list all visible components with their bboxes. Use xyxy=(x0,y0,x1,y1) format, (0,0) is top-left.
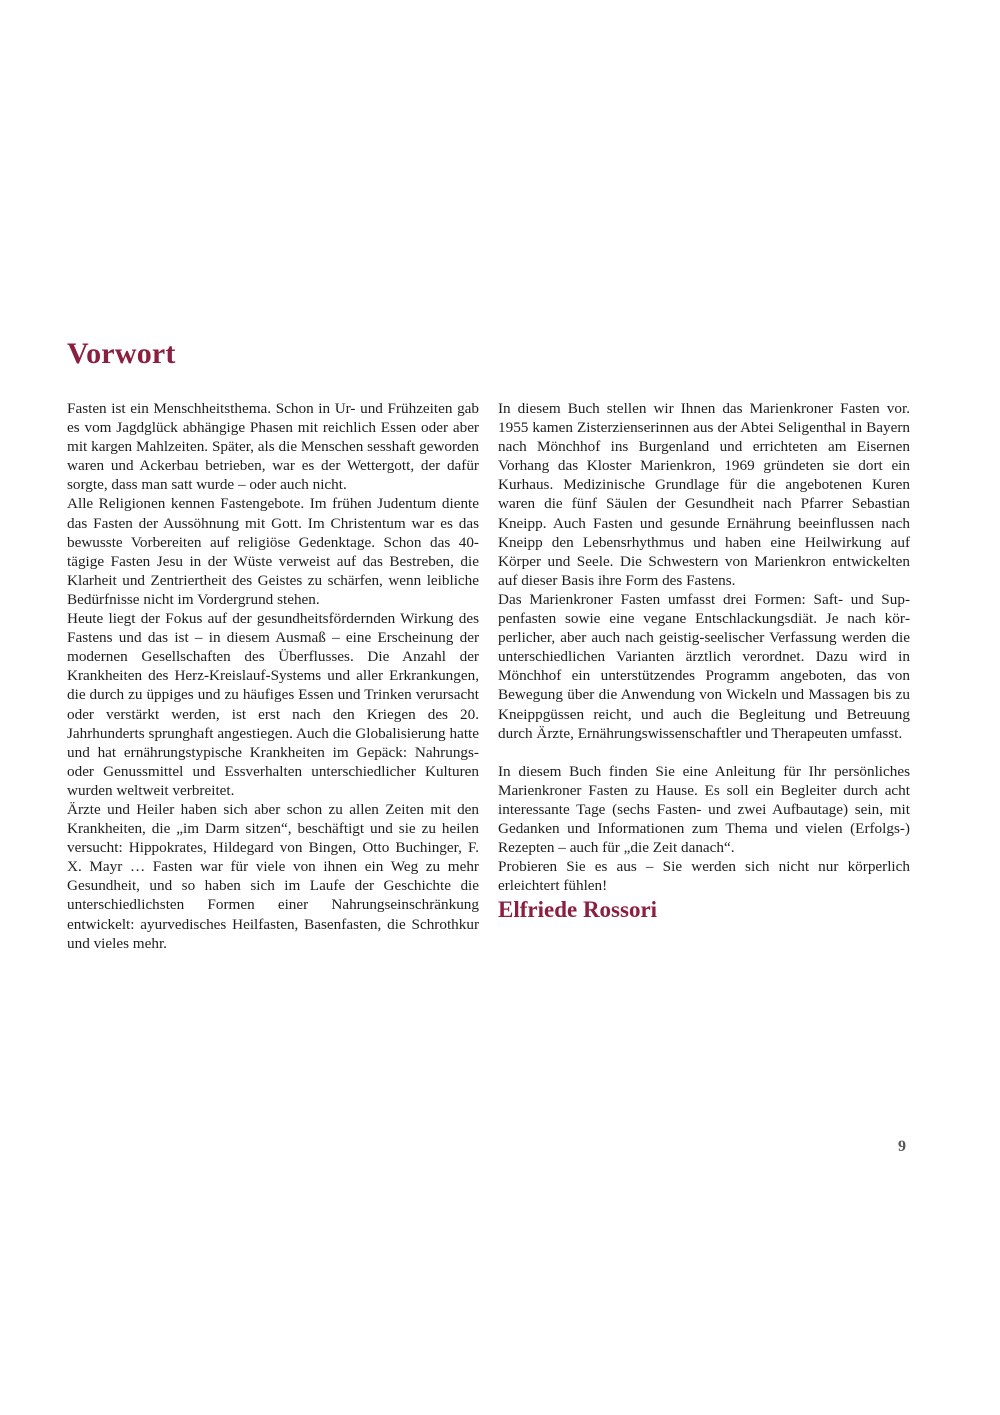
paragraph-closing: Probieren Sie es aus – Sie werden sich nicht nur körperlich erleichtert fühlen! xyxy=(498,858,910,895)
paragraph-fasting-history: Fasten ist ein Menschheitsthema. Schon in Ur- und Frühzeiten gab es vom Jagdglück abhängige Phasen mit reichlich Essen oder aber mit kargen Mahlzeiten. Später, als die Menschen sesshaft geworden waren und Ackerbau betrieben, war es der Wettergott, der dafür sorgte, dass man satt wurde – oder auch nicht. xyxy=(67,400,479,494)
paragraph-fasting-forms: Das Marienkroner Fasten umfasst drei Formen: Saft- und Suppenfasten sowie eine vegane Entschlackungsdiät. Je nach körperlicher, aber auch nach geistig-seelischer Verfassung werden die unterschiedlichen Varianten ärztlich verordnet. Dazu wird in Mönchhof ein unterstützendes Programm angeboten, das von Bewegung über die Anwendung von Wickeln und Massagen bis zu Kneippgüssen reicht, und auch die Begleitung und Betreuung durch Ärzte, Ernährungswissenschaftler und Therapeuten umfasst. xyxy=(498,590,910,742)
paragraph-religions: Alle Religionen kennen Fastengebote. Im frühen Judentum diente das Fasten der Aussöhnung mit Gott. Im Christentum war es das bewusste Vorbereiten auf religiöse Gedenktage. Schon das 40-tägige Fasten Jesu in der Wüste verweist auf das Bestreben, die Klarheit und Zentriertheit des Geistes zu schärfen, wenn leibliche Bedürfnisse nicht im Vordergrund stehen. xyxy=(67,495,479,608)
page-title: Vorwort xyxy=(67,337,176,370)
paragraph-book-guide: In diesem Buch finden Sie eine Anleitung für Ihr persönliches Marienkroner Fasten zu Hause. Es soll ein Begleiter durch acht interessante Tage (sechs Fasten- und zwei Aufbautage) sein, mit Gedanken und Informationen zum Thema und vielen (Erfolgs-) Rezepten – auch für „die Zeit danach“. xyxy=(498,762,910,857)
paragraph-marienkron-history: In diesem Buch stellen wir Ihnen das Marienkroner Fasten vor. 1955 kamen Zisterzienserinnen aus der Abtei Seligenthal in Bayern nach Mönchhof ins Burgenland und errichteten am Eisernen Vorhang das Kloster Marienkron, 1969 gründeten sie dort ein Kurhaus. Medizinische Grundlage für die angebotenen Kuren waren die fünf Säulen der Gesundheit nach Pfarrer Sebastian Kneipp. Auch Fasten und gesunde Ernährung beeinflussen nach Kneipp den Lebensrhythmus und haben eine Heilwirkung auf Körper und Seele. Die Schwestern von Marienkron entwickelten auf dieser Basis ihre Form des Fastens. xyxy=(498,400,910,589)
author-signature: Elfriede Rossori xyxy=(498,897,658,923)
left-text-column xyxy=(67,399,479,953)
page-number: 9 xyxy=(898,1138,906,1155)
paragraph-physicians-healers: Ärzte und Heiler haben sich aber schon zu allen Zeiten mit den Krankheiten, die „im Darm sitzen“, beschäftigt und sie zu heilen versucht: Hippokrates, Hildegard von Bingen, Otto Buchinger, F. X. Mayr … Fasten war für viele von ihnen ein Weg zu mehr Gesundheit, und so haben sich im Laufe der Geschichte die unterschiedlichsten Formen einer Nahrungseinschränkung entwickelt: ayurvedisches Heilfasten, Basenfasten, die Schrothkur und vieles mehr. xyxy=(67,800,479,952)
right-text-column xyxy=(498,399,910,925)
paragraph-modern-health: Heute liegt der Fokus auf der gesundheitsfördernden Wirkung des Fastens und das ist – in diesem Ausmaß – eine Erscheinung der modernen Gesellschaften des Überflusses. Die Anzahl der Krankheiten des Herz-Kreislauf-Systems und aller Erkrankungen, die durch zu üppiges und zu häufiges Essen und Trinken verursacht oder verstärkt werden, ist erst nach den Kriegen des 20. Jahrhunderts sprunghaft angestiegen. Auch die Globalisierung hatte und hat ernährungstypische Krankheiten im Gepäck: Nahrungs- oder Genussmittel und Essverhalten unterschiedlicher Kulturen wurden weltweit verbreitet. xyxy=(67,610,479,799)
